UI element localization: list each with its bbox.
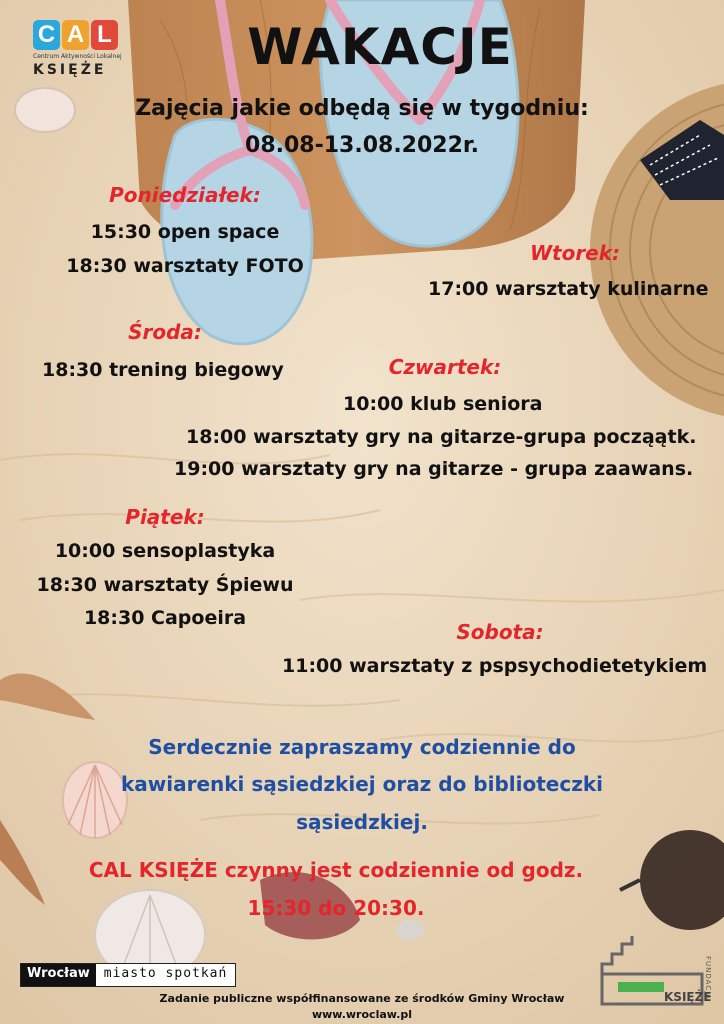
footer-url: www.wroclaw.pl [311, 1008, 413, 1021]
wroclaw-logo-right: miasto spotkań [96, 964, 236, 986]
poster-title: WAKACJE [247, 18, 513, 76]
invite-line: kawiarenki sąsiedzkiej oraz do biblioteczki [120, 772, 604, 796]
invite-line: Serdecznie zapraszamy codziennie do [148, 735, 576, 759]
wroclaw-logo [20, 963, 236, 987]
activity-item: 18:00 warsztaty gry na gitarze-grupa począątk. [186, 426, 697, 448]
fundacja-label: FUNDACJA [704, 956, 712, 1000]
activity-item: 17:00 warsztaty kulinarne [428, 278, 709, 300]
activity-item: 18:30 Capoeira [83, 607, 247, 629]
day-friday: Piątek: [125, 505, 205, 529]
activity-item: 19:00 warsztaty gry na gitarze - grupa zaawans. [174, 458, 694, 480]
activity-item: 15:30 open space [90, 221, 280, 243]
day-wednesday: Środa: [128, 320, 202, 344]
footer-funding: Zadanie publiczne współfinansowane ze środków Gminy Wrocław [159, 992, 565, 1005]
wroclaw-logo-left: Wrocław [21, 964, 96, 986]
activity-item: 11:00 warsztaty z pspsychodietetykiem [282, 655, 708, 677]
activity-item: 10:00 klub seniora [343, 393, 543, 415]
day-thursday: Czwartek: [388, 355, 502, 379]
day-saturday: Sobota: [456, 620, 544, 644]
hours-line: CAL KSIĘŻE czynny jest codziennie od godz. [88, 858, 584, 882]
logo-name: KSIĘŻE [33, 62, 107, 78]
activity-item: 18:30 warsztaty FOTO [66, 255, 304, 277]
day-tuesday: Wtorek: [529, 241, 621, 265]
poster-subtitle: Zajęcia jakie odbędą się w tygodniu: [135, 96, 589, 121]
logo-letter-a: A [62, 20, 89, 50]
poster-dates: 08.08-13.08.2022r. [245, 133, 479, 158]
activity-item: 18:30 trening biegowy [42, 359, 284, 381]
activity-item: 10:00 sensoplastyka [54, 540, 276, 562]
activity-item: 18:30 warsztaty Śpiewu [36, 574, 294, 596]
logo-letter-c: C [33, 20, 60, 50]
fundacja-name: KSIĘŻE [664, 990, 712, 1004]
day-monday: Poniedziałek: [109, 183, 261, 207]
hours-line: 15:30 do 20:30. [247, 896, 425, 920]
logo-subtitle: Centrum Aktywności Lokalnej [33, 53, 122, 60]
invite-line: sąsiedzkiej. [296, 810, 428, 834]
logo-letter-l: L [91, 20, 118, 50]
